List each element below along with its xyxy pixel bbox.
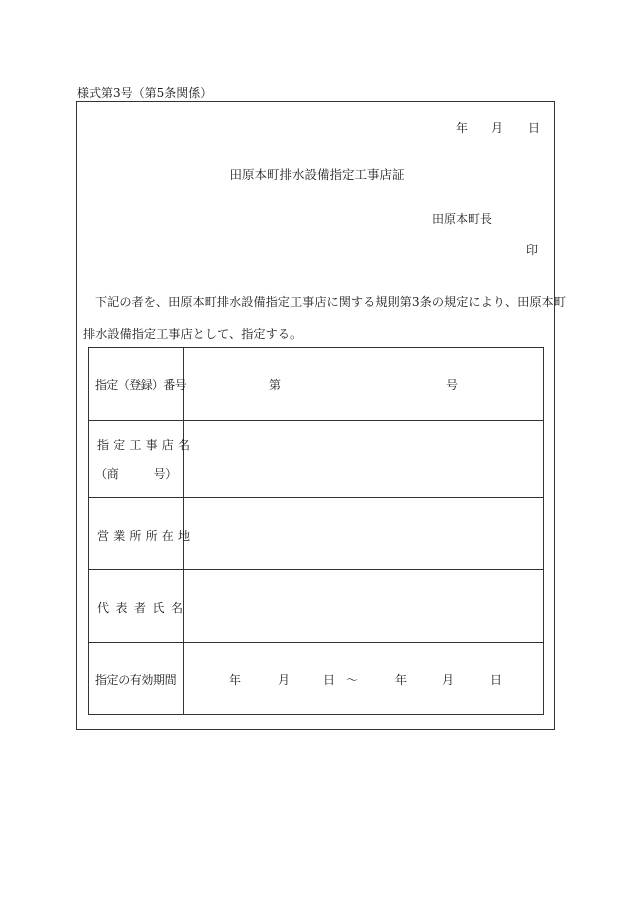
office-value-cell[interactable] [184, 498, 543, 569]
body-line-1: 下記の者を、田原本町排水設備指定工事店に関する規則第3条の規定により、田原本町 [95, 295, 566, 309]
representative-label: 代表者氏名 [97, 601, 190, 615]
representative-value-cell[interactable] [184, 570, 543, 642]
shop-name-label-cell [89, 421, 195, 497]
certificate-title: 田原本町排水設備指定工事店証 [229, 167, 405, 182]
validity-tilde: ～ [346, 673, 359, 687]
seal-mark: 印 [526, 243, 539, 257]
validity-start-year: 年 [229, 673, 242, 687]
table-row-representative [89, 570, 543, 643]
shop-name-label: 指定工事店名 [97, 438, 195, 452]
registration-label: 指定（登録）番号 [95, 378, 187, 392]
shop-name-value-cell[interactable] [184, 421, 543, 497]
validity-end-month: 月 [442, 673, 455, 687]
validity-label: 指定の有効期間 [95, 673, 177, 687]
validity-value-cell[interactable] [184, 643, 543, 715]
validity-label-cell [89, 643, 184, 715]
table-row-registration [89, 348, 543, 421]
validity-end-day: 日 [490, 673, 503, 687]
validity-end-year: 年 [395, 673, 408, 687]
body-line-2: 排水設備指定工事店として、指定する。 [83, 327, 303, 341]
trade-name-label: （商 号） [95, 467, 177, 481]
table-row-validity [89, 643, 543, 715]
validity-start-day: 日 [323, 673, 336, 687]
registration-suffix: 号 [446, 378, 459, 392]
details-table [88, 347, 544, 715]
date-month-label: 月 [491, 121, 504, 135]
date-year-label: 年 [456, 121, 469, 135]
form-number: 様式第3号（第5条関係） [77, 86, 213, 100]
table-row-office [89, 498, 543, 570]
validity-start-month: 月 [278, 673, 291, 687]
table-row-shop-name [89, 421, 543, 498]
date-day-label: 日 [528, 121, 541, 135]
registration-label-cell [89, 348, 187, 420]
registration-prefix: 第 [269, 378, 282, 392]
issuer-name: 田原本町長 [432, 212, 493, 226]
office-label: 営業所所在地 [97, 529, 195, 543]
body-paragraph [83, 286, 566, 350]
office-label-cell [89, 498, 195, 569]
registration-value-cell[interactable] [184, 348, 543, 420]
representative-label-cell [89, 570, 190, 642]
